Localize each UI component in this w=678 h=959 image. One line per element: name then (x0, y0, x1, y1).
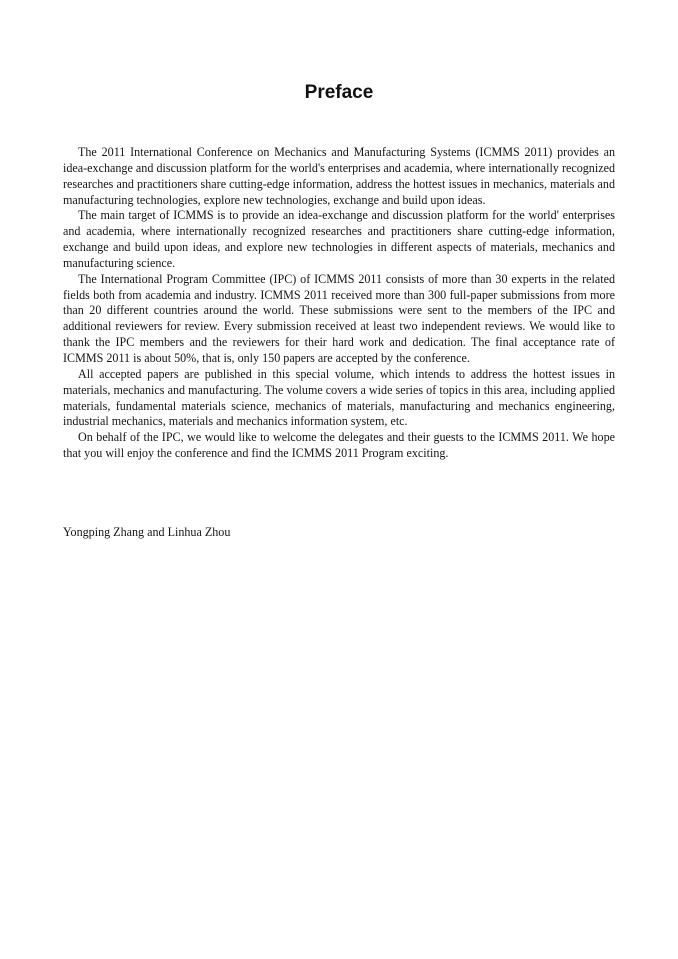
paragraph-intro: The 2011 International Conference on Mechanics and Manufacturing Systems (ICMMS 2011) provides an idea-exchange and discussion platform for the world's enterprises and academia, where internationally recognized researches and practitioners share cutting-edge information, address the hottest issues in mechanics, materials and manufacturing technologies, explore new technologies, exchange and build upon ideas. (63, 145, 615, 207)
page-title: Preface (304, 82, 374, 103)
preface-body (63, 145, 615, 462)
author-signature: Yongping Zhang and Linhua Zhou (63, 525, 231, 539)
paragraph-accepted-papers: All accepted papers are published in this special volume, which intends to address the hottest issues in materials, mechanics and manufacturing. The volume covers a wide series of topics in this area, including applied materials, fundamental materials science, mechanics of materials, manufacturing and mechanics engineering, industrial mechanics, materials and mechanics information system, etc. (63, 366, 615, 429)
paragraph-welcome: On behalf of the IPC, we would like to welcome the delegates and their guests to the ICMMS 2011. We hope that you will enjoy the conference and find the ICMMS 2011 Program exciting. (63, 430, 615, 461)
paragraph-main-target: The main target of ICMMS is to provide an idea-exchange and discussion platform for the world' enterprises and academia, where internationally recognized researches and practitioners share cutting-edge information, exchange and build upon ideas, and explore new technologies in different aspects of materials, mechanics and manufacturing science. (63, 208, 615, 270)
paragraph-program-committee: The International Program Committee (IPC) of ICMMS 2011 consists of more than 30 experts in the related fields both from academia and industry. ICMMS 2011 received more than 300 full-paper submissions from more than 20 different countries around the world. These submissions were sent to the members of the IPC and additional reviewers for review. Every submission received at least two independent reviews. We would like to thank the IPC members and the reviewers for their hard work and dedication. The final acceptance rate of ICMMS 2011 is about 50%, that is, only 150 papers are accepted by the conference. (63, 271, 615, 365)
